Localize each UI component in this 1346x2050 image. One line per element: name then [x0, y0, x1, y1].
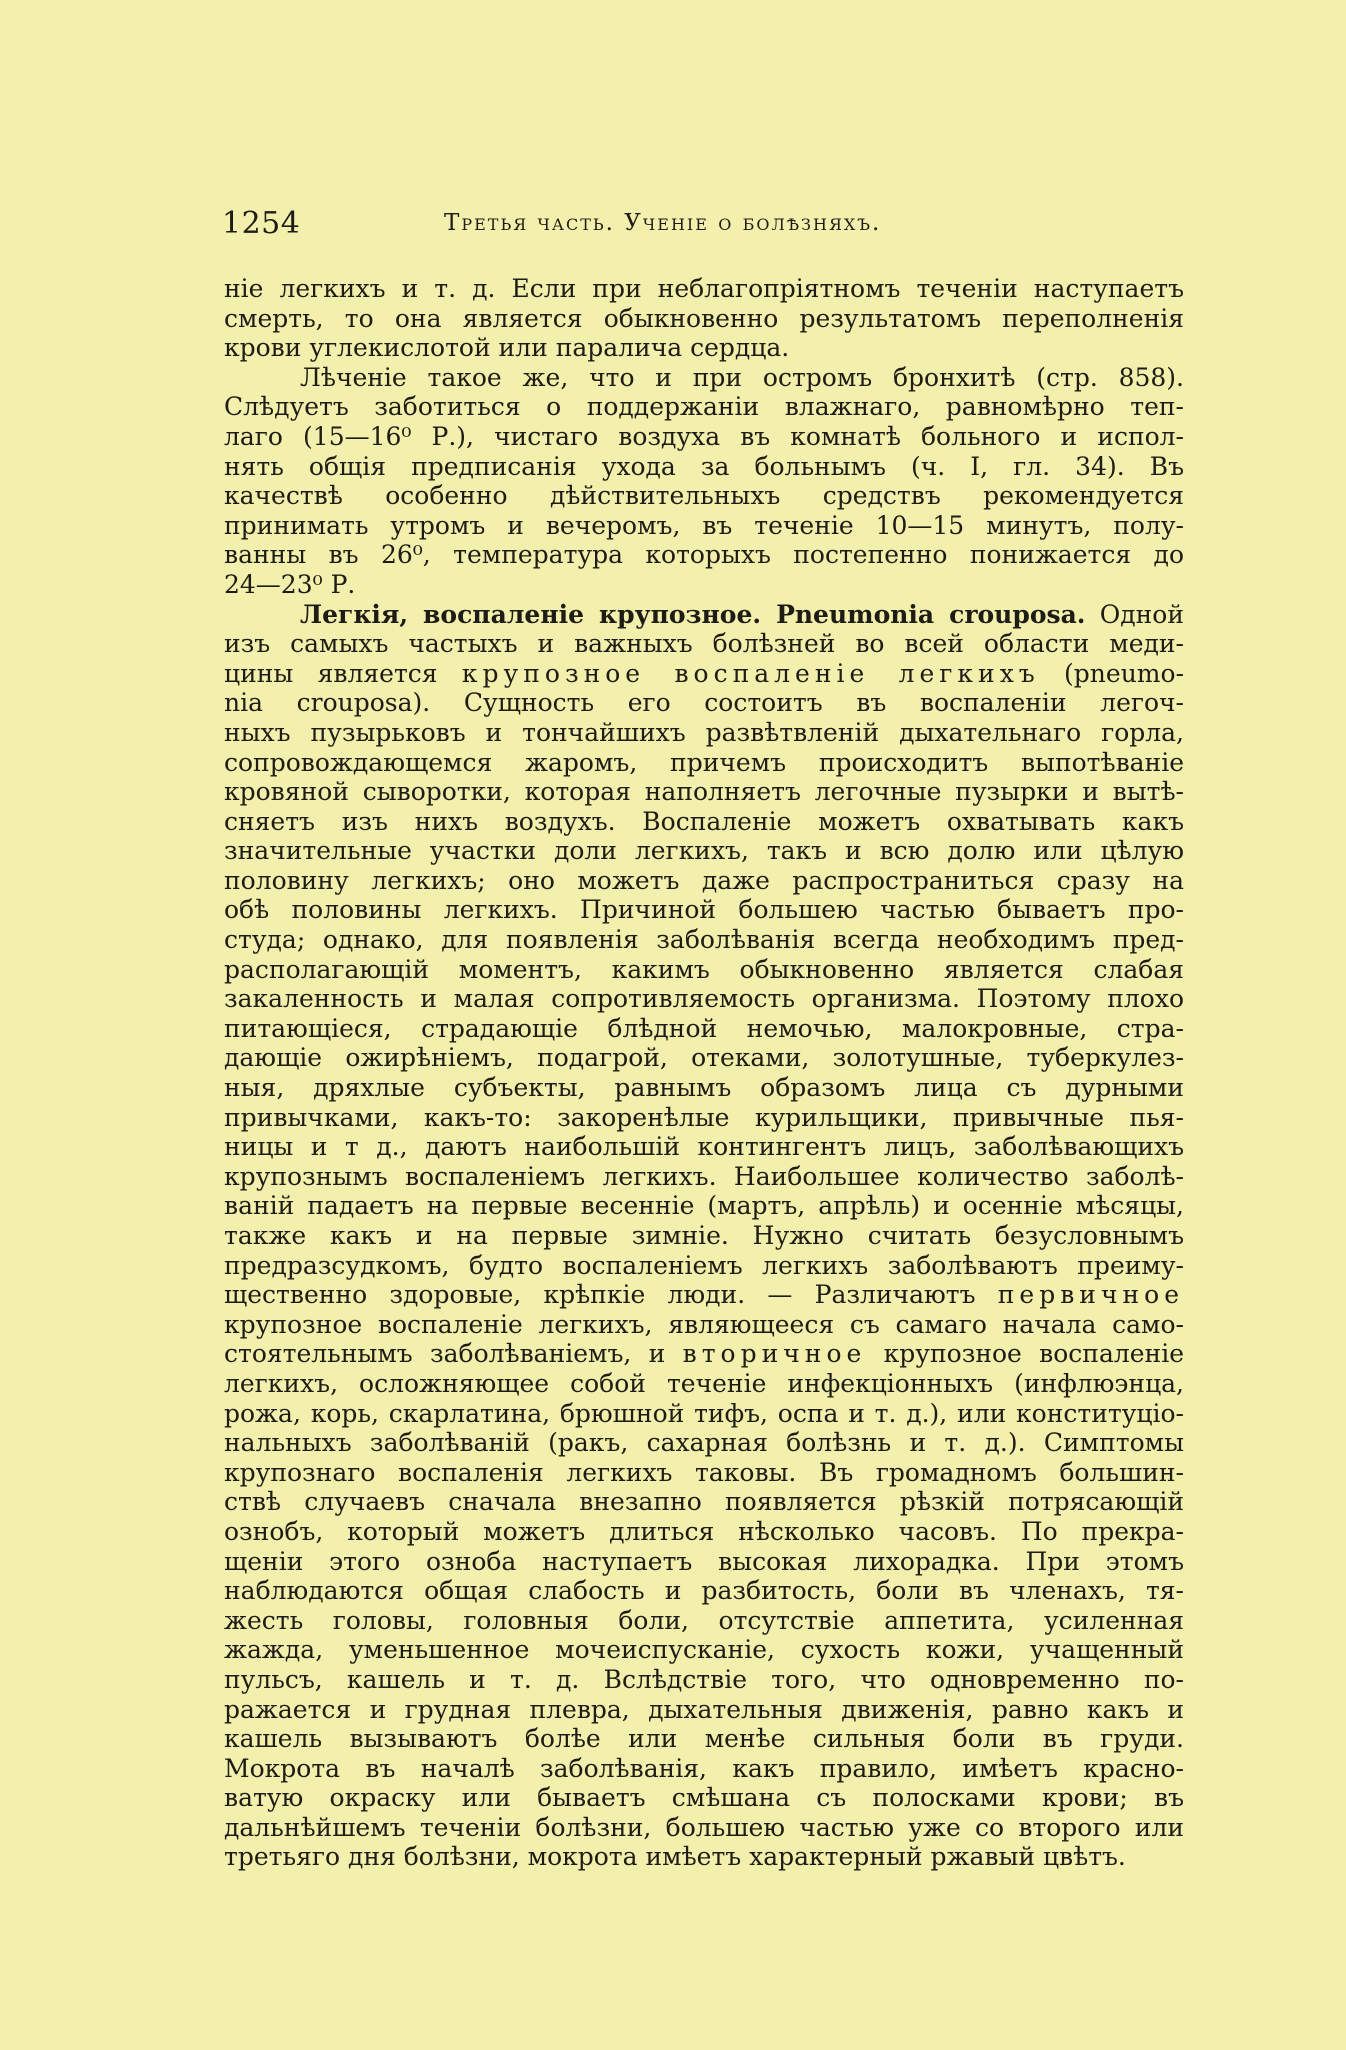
page-header [222, 206, 1182, 246]
body-text [224, 274, 1184, 1872]
text-line: сопровождающемся жаромъ, причемъ происходитъ выпотѣваніе [224, 747, 1184, 777]
text-line: ознобъ, который можетъ длиться нѣсколько часовъ. По прекра- [224, 1516, 1184, 1546]
text-line: пульсъ, кашель и т. д. Вслѣдствіе того, что одновременно по- [224, 1664, 1184, 1694]
text-line: ницы и т д., даютъ наибольшій контингентъ лицъ, заболѣвающихъ [224, 1132, 1184, 1162]
text-line: Мокрота въ началѣ заболѣванія, какъ правило, имѣетъ красно- [224, 1753, 1184, 1783]
text-line: сняетъ изъ нихъ воздухъ. Воспаленіе можетъ охватывать какъ [224, 806, 1184, 836]
text-line: жажда, уменьшенное мочеиспусканіе, сухость кожи, учащенный [224, 1635, 1184, 1665]
text-line: изъ самыхъ частыхъ и важныхъ болѣзней во всей области меди- [224, 629, 1184, 659]
text-line: жесть головы, головныя боли, отсутствіе аппетита, усиленная [224, 1605, 1184, 1635]
text-line: кровяной сыворотки, которая наполняетъ легочные пузырки и вытѣ- [224, 777, 1184, 807]
text-line: стоятельнымъ заболѣваніемъ, и вторичное крупозное воспаленіе [224, 1339, 1184, 1369]
text-line: ваній падаетъ на первые весенніе (мартъ, апрѣль) и осенніе мѣсяцы, [224, 1191, 1184, 1221]
text-line: располагающій моментъ, какимъ обыкновенно является слабая [224, 954, 1184, 984]
text-line: третьяго дня болѣзни, мокрота имѣетъ характерный ржавый цвѣтъ. [224, 1842, 1126, 1872]
text-line: крупознымъ воспаленіемъ легкихъ. Наибольшее количество заболѣ- [224, 1161, 1184, 1191]
text-line: Слѣдуетъ заботиться о поддержаніи влажнаго, равномѣрно теп- [224, 392, 1184, 422]
text-line: рожа, корь, скарлатина, брюшной тифъ, оспа и т. д.), или конституціо- [224, 1398, 1184, 1428]
text-line: ванны въ 26⁰, температура которыхъ постепенно понижается до [224, 540, 1184, 570]
text-line: ныя, дряхлые субъекты, равнымъ образомъ лица съ дурными [224, 1073, 1184, 1103]
text-line: качествѣ особенно дѣйствительныхъ средствъ рекомендуется [224, 481, 1184, 511]
running-head: Третья часть. Ученіе о болѣзняхъ. [444, 210, 882, 236]
text-line: крови углекислотой или паралича сердца. [224, 333, 790, 363]
text-line: дающіе ожирѣніемъ, подагрой, отеками, золотушные, туберкулез- [224, 1043, 1184, 1073]
text-line: лаго (15—16⁰ Р.), чистаго воздуха въ комнатѣ больного и испол- [224, 421, 1184, 451]
text-line: ражается и грудная плевра, дыхательныя движенія, равно какъ и [224, 1694, 1184, 1724]
text-line: крупознаго воспаленія легкихъ таковы. Въ громадномъ большин- [224, 1457, 1184, 1487]
text-line: предразсудкомъ, будто воспаленіемъ легкихъ заболѣваютъ преиму- [224, 1250, 1184, 1280]
text-line: наблюдаются общая слабость и разбитость, боли въ членахъ, тя- [224, 1576, 1184, 1606]
text-line: легкихъ, осложняющее собой теченіе инфекціонныхъ (инфлюэнца, [224, 1368, 1184, 1398]
text-line: ніе легкихъ и т. д. Если при неблагопріятномъ теченіи наступаетъ [224, 274, 1184, 303]
text-line: крупозное воспаленіе легкихъ, являющееся съ самаго начала само- [224, 1309, 1184, 1339]
text-line: также какъ и на первые зимніе. Нужно считать безусловнымъ [224, 1221, 1184, 1250]
text-line: 24—23⁰ Р. [224, 569, 356, 599]
text-line: ватую окраску или бываетъ смѣшана съ полосками крови; въ [224, 1783, 1184, 1813]
text-line: nia crouposa). Сущность его состоитъ въ воспаленіи легоч- [224, 688, 1184, 718]
text-line: кашель вызываютъ болѣе или менѣе сильныя боли въ груди. [224, 1724, 1184, 1754]
page-number: 1254 [222, 206, 301, 241]
text-line: питающіеся, страдающіе блѣдной немочью, малокровные, стра- [224, 1013, 1184, 1043]
text-line: студа; однако, для появленія заболѣванія всегда необходимъ пред- [224, 925, 1184, 955]
text-line: закаленность и малая сопротивляемость организма. Поэтому плохо [224, 984, 1184, 1014]
text-line: значительные участки доли легкихъ, такъ и всю долю или цѣлую [224, 836, 1184, 866]
text-line: Легкія, воспаленіе крупозное. Pneumonia crouposa. Одной [300, 599, 1184, 629]
text-line: принимать утромъ и вечеромъ, въ теченіе 10—15 минутъ, полу- [224, 510, 1184, 540]
text-line: нальныхъ заболѣваній (ракъ, сахарная болѣзнь и т. д.). Симптомы [224, 1428, 1184, 1458]
text-line: щественно здоровые, крѣпкіе люди. — Различаютъ первичное [224, 1280, 1184, 1310]
text-line: нять общія предписанія ухода за больнымъ (ч. I, гл. 34). Въ [224, 451, 1184, 481]
text-line: ныхъ пузырьковъ и тончайшихъ развѣтвленій дыхательнаго горла, [224, 717, 1184, 747]
text-line: половину легкихъ; оно можетъ даже распространиться сразу на [224, 865, 1184, 895]
text-line: Лѣченіе такое же, что и при остромъ бронхитѣ (стр. 858). [300, 362, 1184, 392]
text-line: дальнѣйшемъ теченіи болѣзни, большею частью уже со второго или [224, 1812, 1184, 1842]
text-line: цины является крупозное воспаленіе легкихъ (pneumo- [224, 658, 1185, 688]
text-line: привычками, какъ-то: закоренѣлые курильщики, привычные пья- [224, 1102, 1184, 1132]
text-line: обѣ половины легкихъ. Причиной большею частью бываетъ про- [224, 895, 1184, 925]
text-line: смерть, то она является обыкновенно результатомъ переполненія [224, 303, 1184, 333]
text-line: ствѣ случаевъ сначала внезапно появляется рѣзкій потрясающій [224, 1487, 1184, 1517]
text-line: щеніи этого озноба наступаетъ высокая лихорадка. При этомъ [224, 1546, 1184, 1576]
